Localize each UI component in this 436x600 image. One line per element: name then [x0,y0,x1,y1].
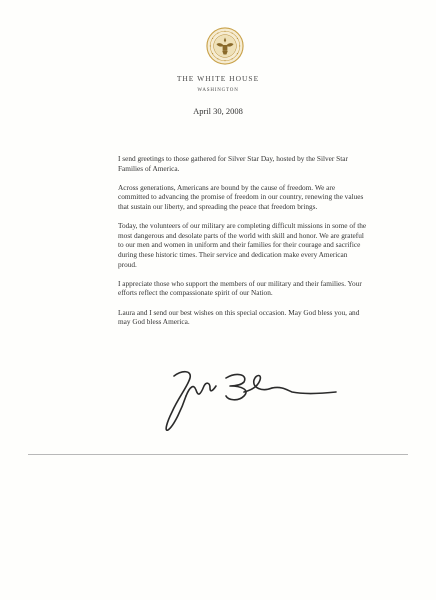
presidential-seal-icon [206,27,244,65]
paragraph-closing: Laura and I send our best wishes on this special occasion. May God bless you, and may God bless America. [118,307,360,327]
letter-date: April 30, 2008 [193,106,243,116]
paragraph-freedom: Across generations, Americans are bound by the cause of freedom. We are committed to advancing the promise of freedom in our country, renewing the values that sustain our liberty, and spreading the peace that freedom brings. [118,182,364,211]
letterhead-title: THE WHITE HOUSE [176,74,260,83]
paragraph-appreciation: I appreciate those who support the members of our military and their families. Your efforts reflect the compassionate spirit of our Nation. [118,278,362,298]
paragraph-military: Today, the volunteers of our military are completing difficult missions in some of the most dangerous and desolate parts of the world with skill and honor. We are grateful to our men and women in uniform and their families for their courage and sacrifice during these historic times. Their service and dedication make every American proud. [118,221,367,269]
letterhead-city: WASHINGTON [197,88,239,93]
paragraph-greeting: I send greetings to those gathered for Silver Star Day, hosted by the Silver Star Families of America. [118,154,348,173]
letter-body [118,154,368,336]
signature [152,356,342,446]
footer-divider [28,454,408,455]
